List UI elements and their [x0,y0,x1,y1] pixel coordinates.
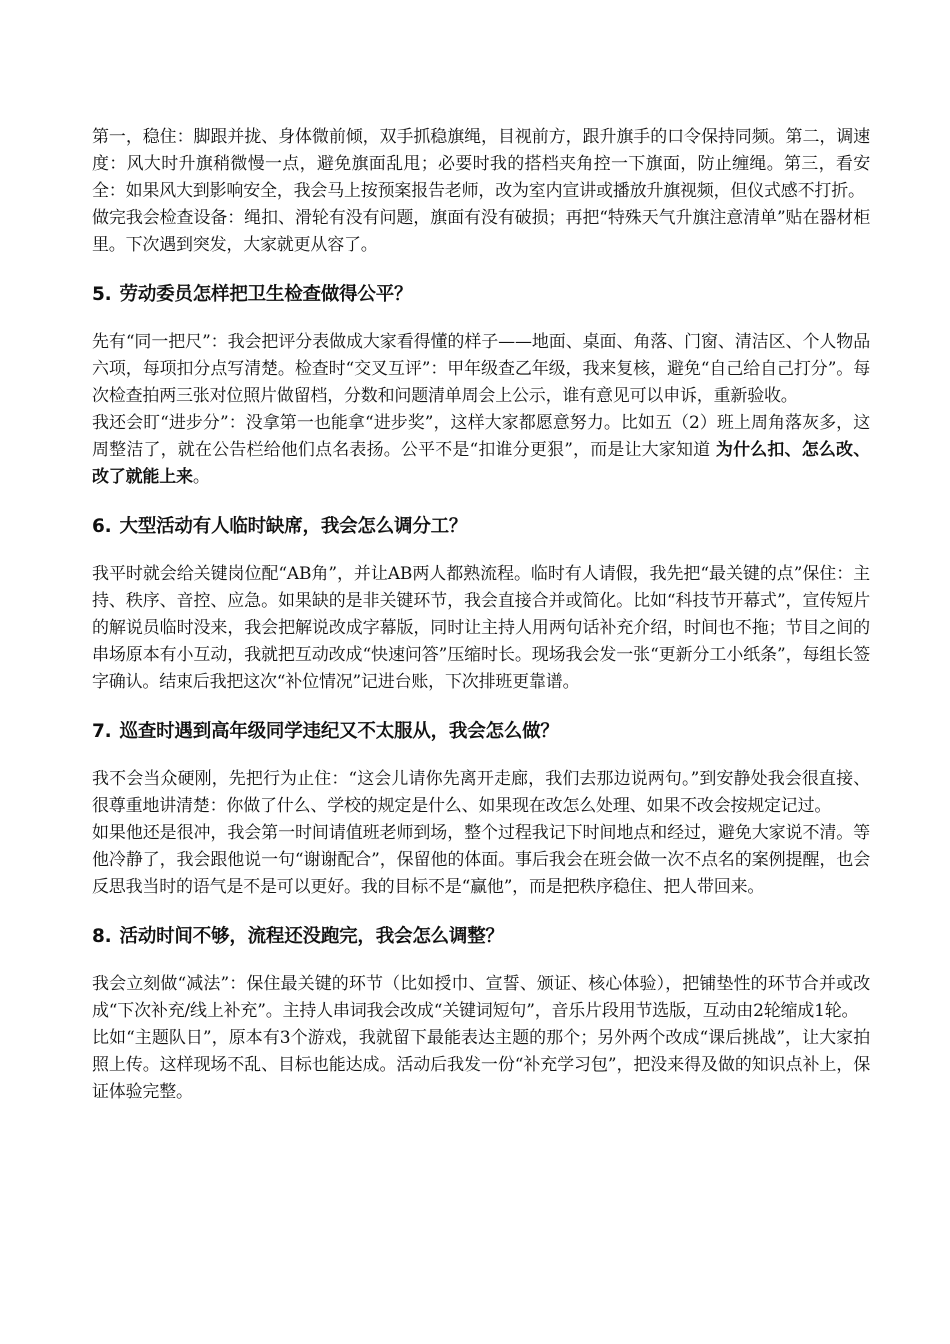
intro-paragraph-1: 第一，稳住：脚跟并拢、身体微前倾，双手抓稳旗绳，目视前方，跟升旗手的口令保持同频。第二，调速度：风大时升旗稍微慢一点，避免旗面乱甩；必要时我的搭档夹角控一下旗面，防止缠绳。第三，看安全：如果风大到影响安全，我会马上按预案报告老师，改为室内宣讲或播放升旗视频，但仪式感不打折。 [92,127,870,201]
section-title: 劳动委员怎样把卫生检查做得公平？ [119,284,413,305]
document-page [92,124,870,1106]
section-heading [92,718,870,746]
section-6 [92,513,870,696]
section-number: 5. [92,284,112,305]
section-number: 7. [92,721,112,742]
section-heading [92,281,870,309]
section-paragraph: 如果他还是很冲，我会第一时间请值班老师到场，整个过程我记下时间地点和经过，避免大家说不清。等他冷静了，我会跟他说一句“谢谢配合”，保留他的体面。事后我会在班会做一次不点名的案例提醒，也会反思我当时的语气是不是可以更好。我的目标不是“赢他”，而是把秩序稳住、把人带回来。 [92,823,870,897]
section-paragraph: 先有“同一把尺”：我会把评分表做成大家看得懂的样子——地面、桌面、角落、门窗、清洁区、个人物品六项，每项扣分点写清楚。检查时“交叉互评”：甲年级查乙年级，我来复核，避免“自己给自己打分”。每次检查拍两三张对位照片做留档，分数和问题清单周会上公示，谁有意见可以申诉，重新验收。 [92,332,870,406]
intro-paragraph-2: 做完我会检查设备：绳扣、滑轮有没有问题，旗面有没有破损；再把“特殊天气升旗注意清单”贴在器材柜里。下次遇到突发，大家就更从容了。 [92,208,870,255]
section-paragraph: 我会立刻做“减法”：保住最关键的环节（比如授巾、宣誓、颁证、核心体验），把铺垫性的环节合并或改成“下次补充/线上补充”。主持人串词我会改成“关键词短句”，音乐片段用节选版，互动由2轮缩成1轮。 [92,974,870,1021]
section-heading [92,513,870,541]
section-paragraph: 我平时就会给关键岗位配“AB角”，并让AB两人都熟流程。临时有人请假，我先把“最关键的点”保住：主持、秩序、音控、应急。如果缺的是非关键环节，我会直接合并或简化。比如“科技节开幕式”，宣传短片的解说员临时没来，我会把解说改成字幕版，同时让主持人用两句话补充介绍，时间也不拖；节目之间的串场原本有小互动，我就把互动改成“快速问答”压缩时长。现场我会发一张“更新分工小纸条”，每组长签字确认。结束后我把这次“补位情况”记进台账，下次排班更靠谱。 [92,564,870,692]
paragraph-lead-text: 我还会盯“进步分”：没拿第一也能拿“进步奖”，这样大家都愿意努力。比如五（2）班上周角落灰多，这周整洁了，就在公告栏给他们点名表扬。公平不是“扣谁分更狠”，而是让大家知道 [92,413,870,460]
section-number: 8. [92,926,112,947]
section-number: 6. [92,516,112,537]
bold-emphasis: 为什么扣、怎么改、改了就能上来 [92,440,870,487]
section-title: 大型活动有人临时缺席，我会怎么调分工？ [119,516,468,537]
section-paragraph: 我不会当众硬刚，先把行为止住：“这会儿请你先离开走廊，我们去那边说两句。”到安静处我会很直接、很尊重地讲清楚：你做了什么、学校的规定是什么、如果现在改怎么处理、如果不改会按规定记过。 [92,769,870,816]
paragraph-end-text: 。 [192,467,210,487]
section-paragraph: 比如“主题队日”，原本有3个游戏，我就留下最能表达主题的那个；另外两个改成“课后挑战”，让大家拍照上传。这样现场不乱、目标也能达成。活动后我发一份“补充学习包”，把没来得及做的知识点补上，保证体验完整。 [92,1028,870,1102]
section-8 [92,923,870,1106]
section-5 [92,281,870,491]
section-heading [92,923,870,951]
section-title: 活动时间不够，流程还没跑完，我会怎么调整？ [119,926,504,947]
section-title: 巡查时遇到高年级同学违纪又不太服从，我会怎么做？ [119,721,559,742]
section-7 [92,718,870,901]
section-paragraph [92,410,870,491]
